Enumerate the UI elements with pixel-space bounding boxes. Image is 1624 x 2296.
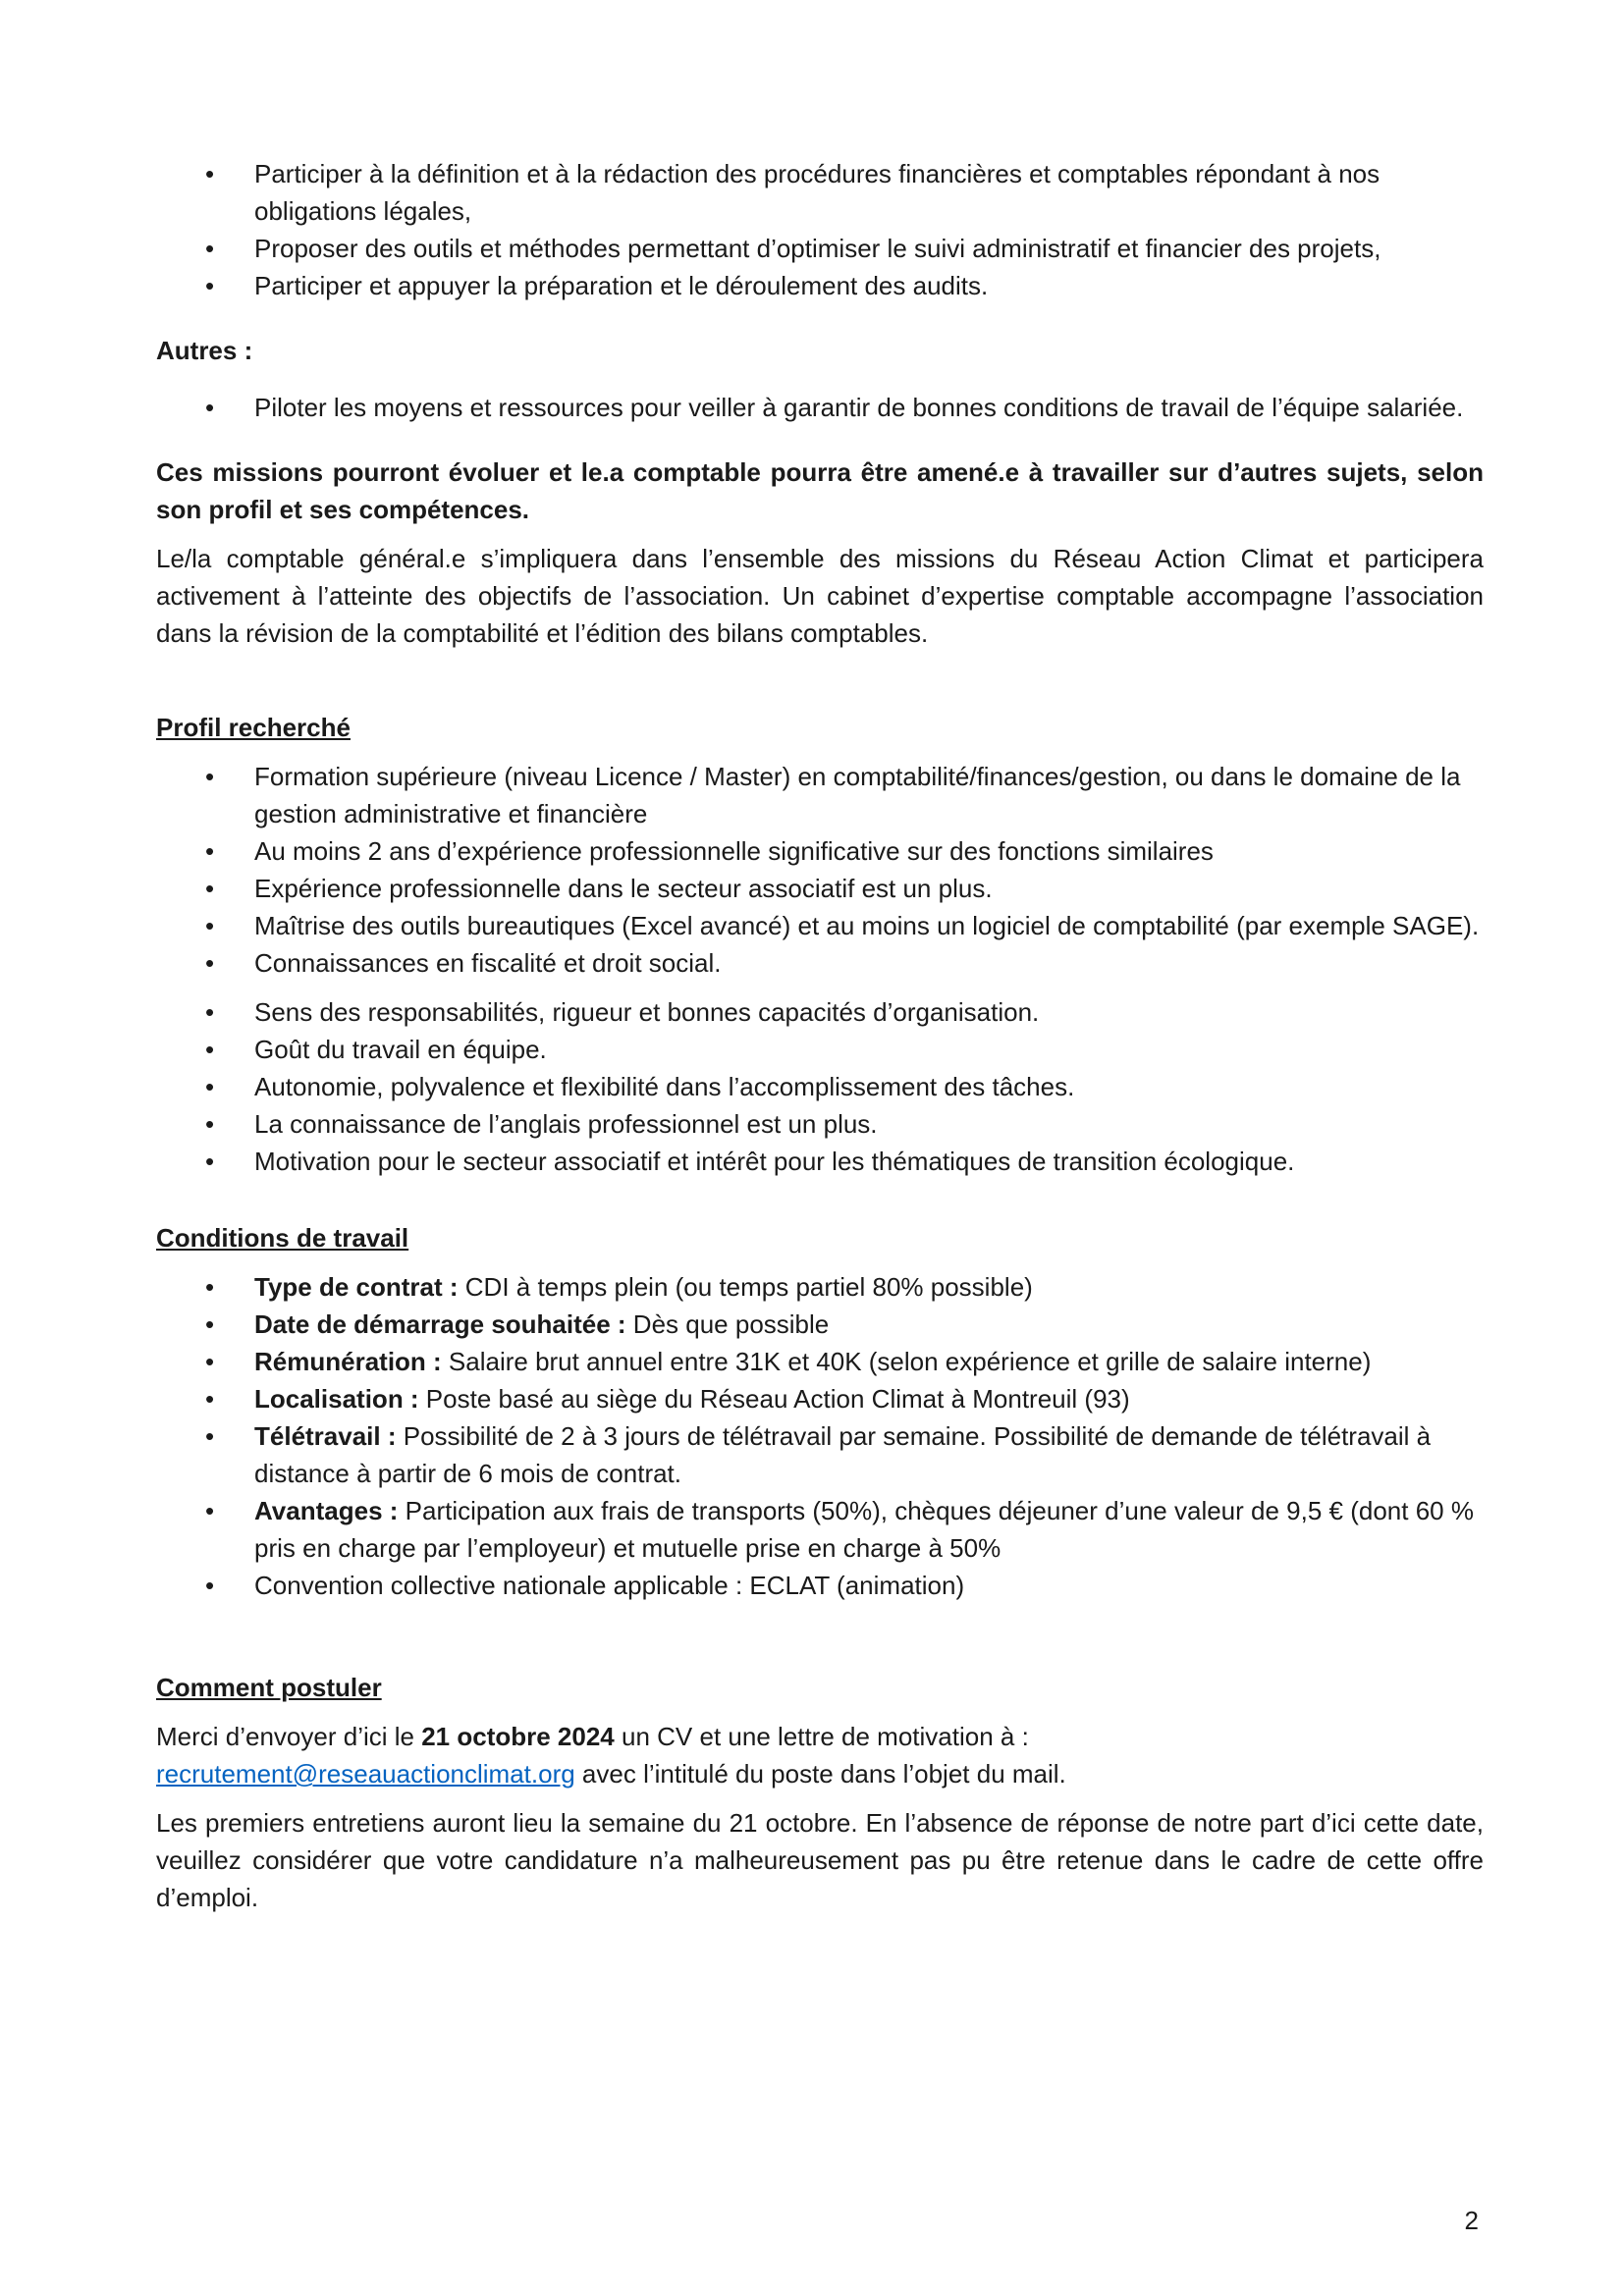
condition-text: Salaire brut annuel entre 31K et 40K (selon expérience et grille de salaire interne) bbox=[441, 1347, 1372, 1376]
profil-list-a bbox=[156, 758, 1484, 982]
list-item: • Participer et appuyer la préparation et le déroulement des audits. bbox=[156, 267, 1484, 304]
condition-text: Convention collective nationale applicable : ECLAT (animation) bbox=[254, 1571, 965, 1600]
apply-instructions bbox=[156, 1718, 1484, 1792]
apply-subject-note: avec l’intitulé du poste dans l’objet du mail. bbox=[574, 1759, 1066, 1789]
condition-label: Rémunération : bbox=[254, 1347, 442, 1376]
condition-label: Avantages : bbox=[254, 1496, 399, 1525]
condition-label: Télétravail : bbox=[254, 1421, 397, 1451]
list-item bbox=[156, 1268, 1484, 1306]
condition-text: Poste basé au siège du Réseau Action Climat à Montreuil (93) bbox=[418, 1384, 1130, 1414]
email-link[interactable]: recrutement@reseauactionclimat.org bbox=[156, 1759, 575, 1789]
evolution-note: Ces missions pourront évoluer et le.a comptable pourra être amené.e à travailler sur d’autres sujets, selon son profil et ses compétences. bbox=[156, 457, 1484, 524]
list-item: • Au moins 2 ans d’expérience professionnelle significative sur des fonctions similaires bbox=[156, 832, 1484, 870]
list-item: • Goût du travail en équipe. bbox=[156, 1031, 1484, 1068]
list-item: • Formation supérieure (niveau Licence / Master) en comptabilité/finances/gestion, ou dans le domaine de la gestion administrative et financière bbox=[156, 758, 1484, 832]
list-item: • Sens des responsabilités, rigueur et bonnes capacités d’organisation. bbox=[156, 993, 1484, 1031]
involvement-paragraph: Le/la comptable général.e s’impliquera dans l’ensemble des missions du Réseau Action Climat et participera activement à l’atteinte des objectifs de l’association. Un cabinet d’expertise comptable accompagne l’association dans la révision de la comptabilité et l’édition des bilans comptables. bbox=[156, 544, 1484, 648]
deadline-date: 21 octobre 2024 bbox=[421, 1722, 615, 1751]
condition-text: Participation aux frais de transports (50%), chèques déjeuner d’une valeur de 9,5 € (dont 60 % pris en charge par l’employeur) et mutuelle prise en charge à 50% bbox=[254, 1496, 1474, 1563]
missions-list bbox=[156, 155, 1484, 304]
apply-prefix: Merci d’envoyer d’ici le bbox=[156, 1722, 422, 1751]
apply-suffix: un CV et une lettre de motivation à : bbox=[614, 1722, 1029, 1751]
condition-text: Possibilité de 2 à 3 jours de télétravail par semaine. Possibilité de demande de télétravail à distance à partir de 6 mois de contrat. bbox=[254, 1421, 1432, 1488]
list-item bbox=[156, 1492, 1484, 1567]
list-item: • Maîtrise des outils bureautiques (Excel avancé) et au moins un logiciel de comptabilité (par exemple SAGE). bbox=[156, 907, 1484, 944]
list-item: • Expérience professionnelle dans le secteur associatif est un plus. bbox=[156, 870, 1484, 907]
list-item bbox=[156, 1343, 1484, 1380]
conditions-list bbox=[156, 1268, 1484, 1604]
condition-text: Dès que possible bbox=[625, 1309, 830, 1339]
list-item bbox=[156, 1380, 1484, 1417]
list-item bbox=[156, 1567, 1484, 1604]
condition-label: Type de contrat : bbox=[254, 1272, 459, 1302]
conditions-heading: Conditions de travail bbox=[156, 1223, 409, 1253]
condition-label: Date de démarrage souhaitée : bbox=[254, 1309, 626, 1339]
list-item: • Participer à la définition et à la rédaction des procédures financières et comptables répondant à nos obligations légales, bbox=[156, 155, 1484, 230]
document-page bbox=[156, 155, 1484, 1916]
postuler-heading: Comment postuler bbox=[156, 1673, 382, 1702]
list-item: • Proposer des outils et méthodes permettant d’optimiser le suivi administratif et financier des projets, bbox=[156, 230, 1484, 267]
autres-heading: Autres : bbox=[156, 336, 253, 365]
list-item: • Autonomie, polyvalence et flexibilité dans l’accomplissement des tâches. bbox=[156, 1068, 1484, 1105]
condition-label: Localisation : bbox=[254, 1384, 419, 1414]
list-item bbox=[156, 1306, 1484, 1343]
autres-list bbox=[156, 389, 1484, 426]
interviews-paragraph: Les premiers entretiens auront lieu la semaine du 21 octobre. En l’absence de réponse de notre part d’ici cette date, veuillez considérer que votre candidature n’a malheureusement pas pu être retenue dans le cadre de cette offre d’emploi. bbox=[156, 1808, 1484, 1912]
list-item bbox=[156, 1417, 1484, 1492]
list-item: • Motivation pour le secteur associatif et intérêt pour les thématiques de transition écologique. bbox=[156, 1143, 1484, 1180]
list-item: • Piloter les moyens et ressources pour veiller à garantir de bonnes conditions de travail de l’équipe salariée. bbox=[156, 389, 1484, 426]
condition-text: CDI à temps plein (ou temps partiel 80% possible) bbox=[458, 1272, 1033, 1302]
list-item: • Connaissances en fiscalité et droit social. bbox=[156, 944, 1484, 982]
profil-list-b bbox=[156, 993, 1484, 1180]
profil-heading: Profil recherché bbox=[156, 713, 351, 742]
list-item: • La connaissance de l’anglais professionnel est un plus. bbox=[156, 1105, 1484, 1143]
page-number: 2 bbox=[1464, 2206, 1479, 2235]
